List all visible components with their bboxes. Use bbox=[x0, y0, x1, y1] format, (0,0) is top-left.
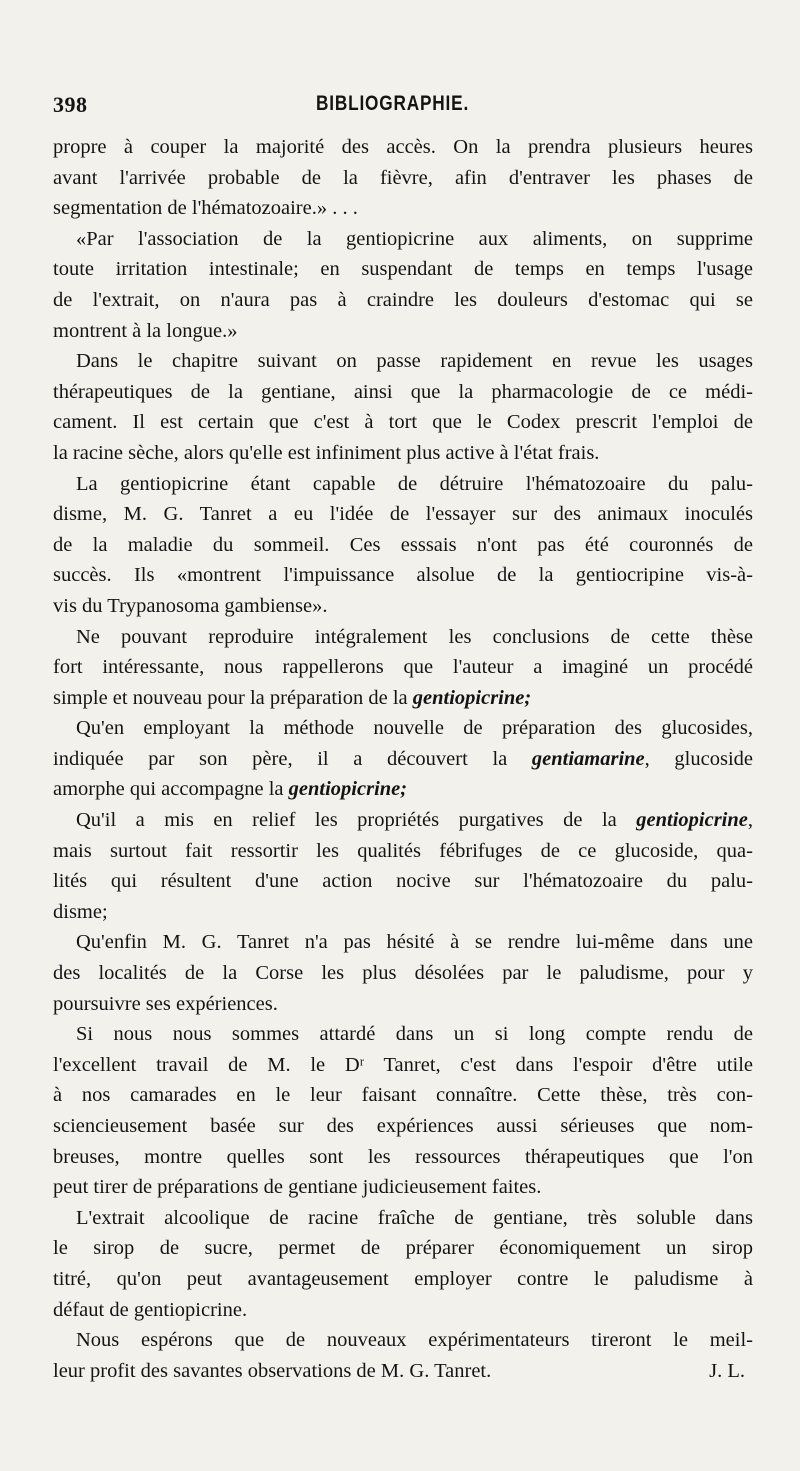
text-line: fort intéressante, nous rappellerons que l'auteur a imaginé un procédé bbox=[53, 656, 753, 679]
text-line: Dans le chapitre suivant on passe rapidement en revue les usages bbox=[76, 350, 753, 373]
body-text bbox=[53, 132, 753, 1386]
text-line: sciencieusement basée sur des expériences aussi sérieuses que nom- bbox=[53, 1115, 753, 1137]
text-line: mais surtout fait ressortir les qualités fébrifuges de ce glucoside, qua- bbox=[53, 839, 753, 862]
text-line: la racine sèche, alors qu'elle est infiniment plus active à l'état frais. bbox=[53, 441, 600, 464]
text-line: Qu'enfin M. G. Tanret n'a pas hésité à se rendre lui-même dans une bbox=[76, 931, 753, 954]
text-line: toute irritation intestinale; en suspendant de temps en temps l'usage bbox=[53, 258, 753, 281]
text-line: segmentation de l'hématozoaire.» . . . bbox=[53, 197, 358, 220]
text-line: disme, M. G. Tanret a eu l'idée de l'essayer sur des animaux inoculés bbox=[53, 503, 753, 526]
text-line: breuses, montre quelles sont les ressources thérapeutiques que l'on bbox=[53, 1145, 753, 1168]
text-line bbox=[53, 774, 753, 805]
text-line: vis du Trypanosoma gambiense». bbox=[53, 594, 328, 617]
text-span: amorphe qui accompagne la bbox=[53, 778, 289, 801]
text-line bbox=[53, 1356, 753, 1387]
text-line: disme; bbox=[53, 900, 108, 923]
text-line: lités qui résultent d'une action nocive sur l'hématozoaire du palu- bbox=[53, 870, 753, 893]
signature: J. L. bbox=[709, 1359, 745, 1382]
text-line: à nos camarades en le leur faisant connaître. Cette thèse, très con- bbox=[53, 1084, 753, 1107]
text-line: titré, qu'on peut avantageusement employer contre le paludisme à bbox=[53, 1267, 753, 1290]
text-span: leur profit des savantes observations de M. G. Tanret. bbox=[53, 1359, 492, 1382]
text-line: thérapeutiques de la gentiane, ainsi que la pharmacologie de ce médi- bbox=[53, 380, 753, 403]
text-line: Si nous nous sommes attardé dans un si long compte rendu de bbox=[76, 1023, 753, 1046]
italic-term: gentiopicrine; bbox=[288, 778, 408, 801]
text-line: poursuivre ses expériences. bbox=[53, 992, 278, 1015]
text-line: Ne pouvant reproduire intégralement les conclusions de cette thèse bbox=[76, 625, 753, 648]
text-line: de la maladie du sommeil. Ces esssais n'ont pas été couronnés de bbox=[53, 533, 753, 556]
page-number: 398 bbox=[53, 92, 88, 117]
text-line bbox=[53, 805, 753, 836]
text-line: défaut de gentiopicrine. bbox=[53, 1298, 248, 1321]
text-line: des localités de la Corse les plus désolées par le paludisme, pour y bbox=[53, 962, 753, 985]
text-line: le sirop de sucre, permet de préparer économiquement un sirop bbox=[53, 1237, 753, 1260]
text-line: Qu'en employant la méthode nouvelle de préparation des glucosides, bbox=[76, 717, 753, 740]
text-line bbox=[53, 744, 753, 775]
text-line: peut tirer de préparations de gentiane judicieusement faites. bbox=[53, 1176, 542, 1199]
running-title: BIBLIOGRAPHIE. bbox=[316, 92, 470, 115]
italic-term: gentiopicrine; bbox=[412, 686, 532, 709]
text-line: propre à couper la majorité des accès. On la prendra plusieurs heures bbox=[53, 136, 753, 158]
text-line: de l'extrait, on n'aura pas à craindre les douleurs d'estomac qui se bbox=[53, 288, 753, 311]
text-line: La gentiopicrine étant capable de détruire l'hématozoaire du palu- bbox=[76, 472, 753, 495]
text-span: Qu'il a mis en relief les propriétés purgatives de la bbox=[76, 809, 637, 832]
text-line: montrent à la longue.» bbox=[53, 319, 238, 342]
text-line: Nous espérons que de nouveaux expérimentateurs tireront le meil- bbox=[76, 1329, 753, 1352]
text-line bbox=[53, 683, 753, 714]
text-span: simple et nouveau pour la préparation de la bbox=[53, 686, 413, 709]
text-span: , glucoside bbox=[644, 747, 753, 770]
text-line: cament. Il est certain que c'est à tort que le Codex prescrit l'emploi de bbox=[53, 411, 753, 434]
text-line: L'extrait alcoolique de racine fraîche de gentiane, très soluble dans bbox=[76, 1206, 753, 1229]
italic-term: gentiopicrine bbox=[636, 809, 748, 832]
text-line: «Par l'association de la gentiopicrine aux aliments, on supprime bbox=[76, 227, 753, 250]
text-span: , bbox=[747, 809, 753, 832]
page-header bbox=[53, 92, 753, 122]
text-span: indiquée par son père, il a découvert la bbox=[53, 747, 532, 770]
text-line: l'excellent travail de M. le Dʳ Tanret, c'est dans l'espoir d'être utile bbox=[53, 1053, 753, 1076]
text-line: avant l'arrivée probable de la fièvre, afin d'entraver les phases de bbox=[53, 166, 753, 189]
text-line: succès. Ils «montrent l'impuissance alsolue de la gentiocripine vis-à- bbox=[53, 564, 753, 587]
italic-term: gentiamarine bbox=[531, 747, 645, 770]
